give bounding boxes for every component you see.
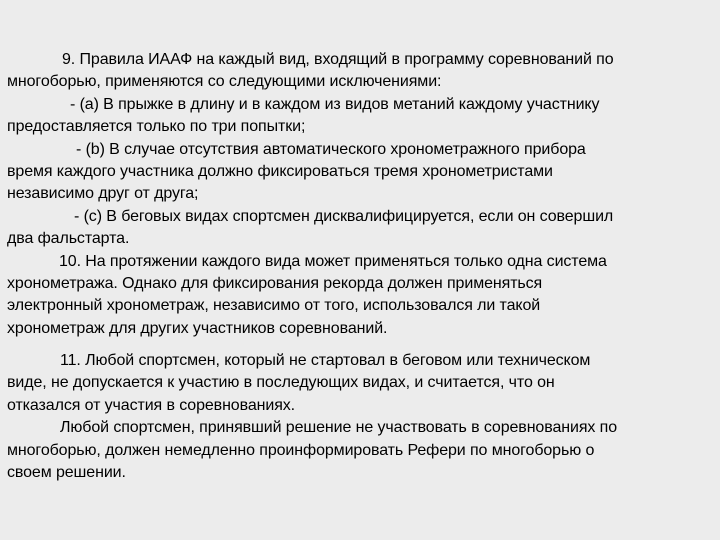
text-line: 10. На протяжении каждого вида может применяться только одна система	[59, 252, 607, 270]
text-line: отказался от участия в соревнованиях.	[7, 396, 296, 414]
text-line: 11. Любой спортсмен, который не стартовал в беговом или техническом	[60, 352, 591, 370]
paragraph-gap	[7, 340, 717, 350]
text-line: - (a) В прыжке в длину и в каждом из видов метаний каждому участнику	[70, 95, 600, 113]
text-line: многоборью, применяются со следующими исключениями:	[7, 73, 442, 91]
text-line: - (c) В беговых видах спортсмен дисквалифицируется, если он совершил	[74, 207, 614, 225]
text-line: предоставляется только по три попытки;	[7, 118, 306, 136]
text-line: - (b) В случае отсутствия автоматического хронометражного прибора	[76, 140, 586, 158]
text-line: многоборью, должен немедленно проинформировать Рефери по многоборью о	[7, 441, 595, 459]
text-line: виде, не допускается к участию в последующих видах, и считается, что он	[7, 374, 555, 392]
text-line: два фальстарта.	[7, 230, 130, 248]
text-line: электронный хронометраж, независимо от того, использовался ли такой	[7, 297, 541, 315]
text-line: хронометраж для других участников соревнований.	[7, 319, 388, 337]
text-line: своем решении.	[7, 464, 126, 482]
text-line: время каждого участника должно фиксироваться тремя хронометристами	[7, 162, 553, 180]
text-line: 9. Правила ИААФ на каждый вид, входящий в программу соревнований по	[62, 51, 614, 68]
text-line: независимо друг от друга;	[7, 185, 199, 203]
rules-text-block	[7, 49, 717, 484]
text-line: Любой спортсмен, принявший решение не участвовать в соревнованиях по	[60, 419, 617, 437]
text-line: хронометража. Однако для фиксирования рекорда должен применяться	[7, 274, 543, 292]
